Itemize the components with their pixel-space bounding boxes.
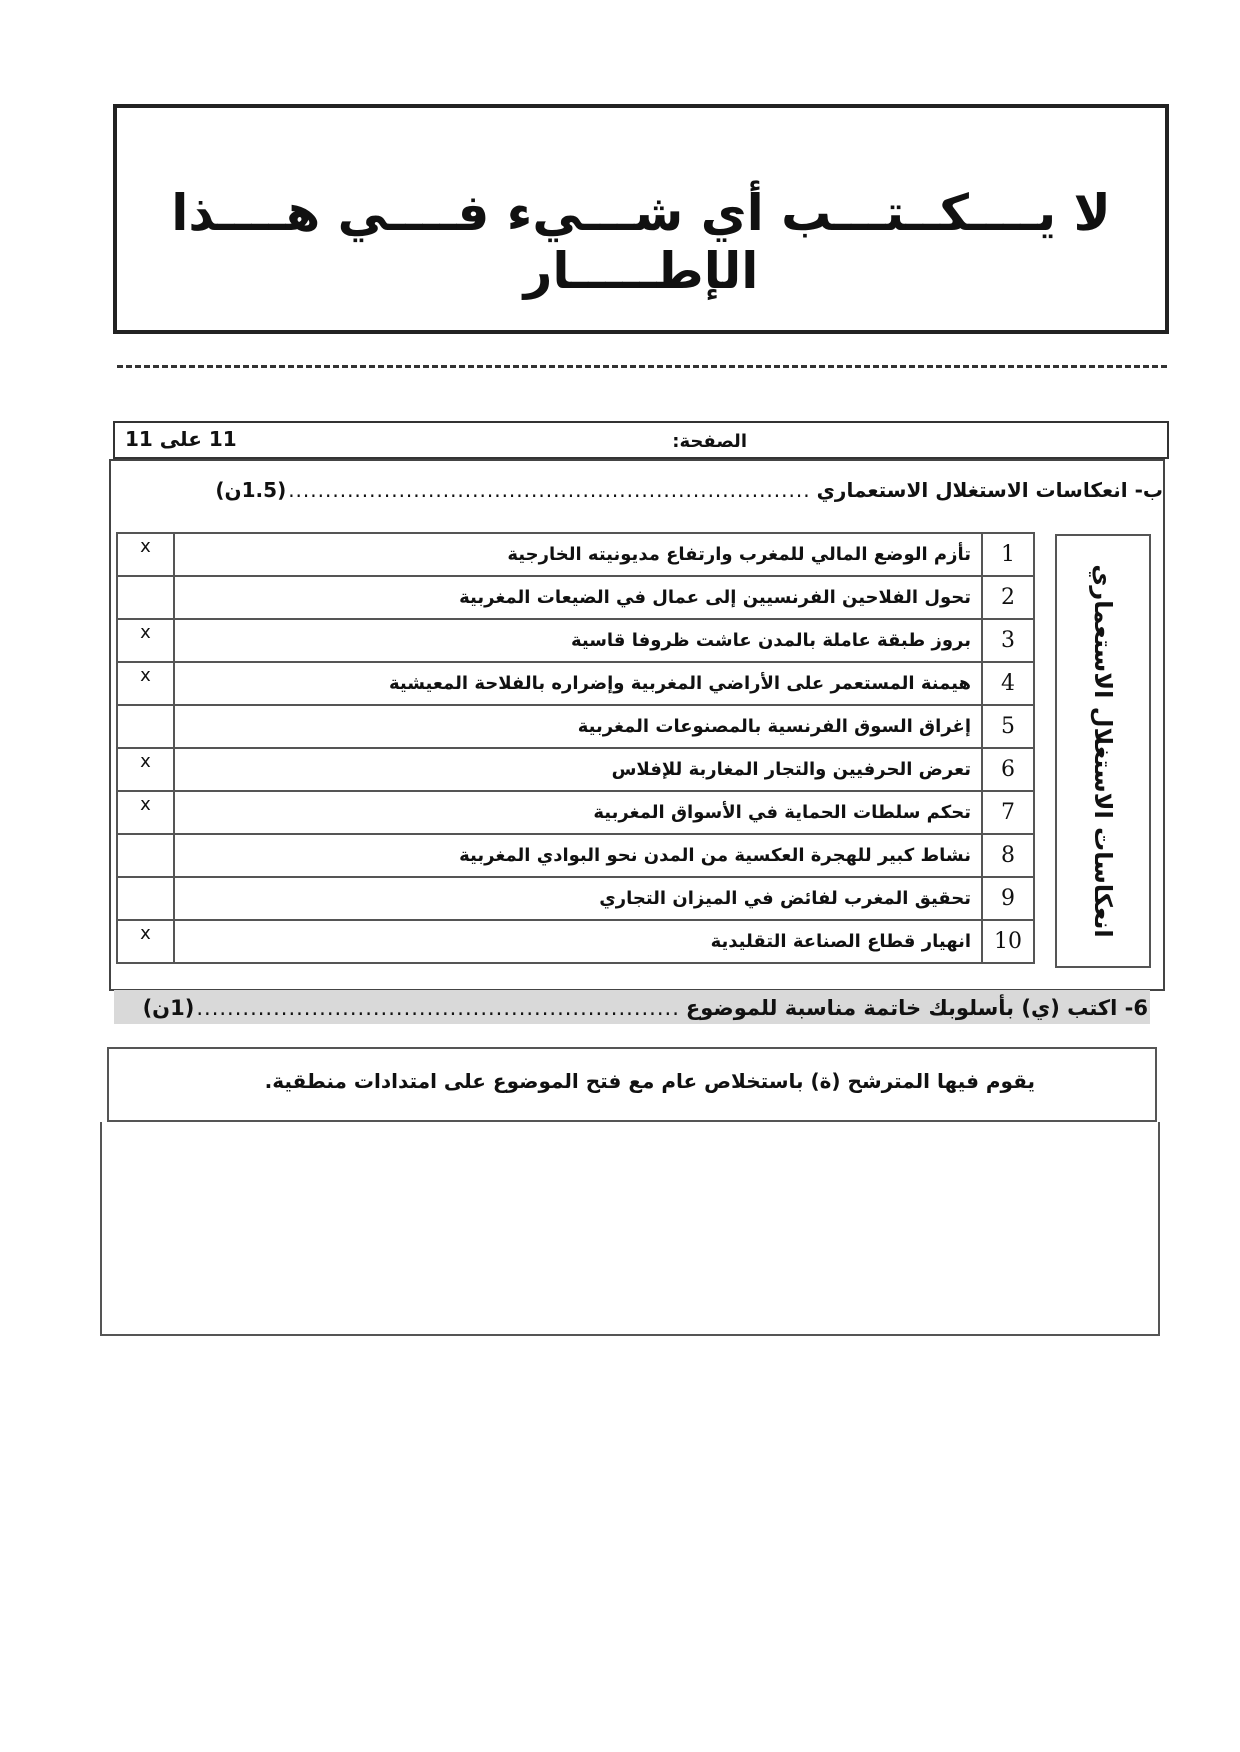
row-text: نشاط كبير للهجرة العكسية من المدن نحو البوادي المغربية — [174, 834, 982, 877]
table-row — [117, 619, 1034, 662]
row-number: 10 — [982, 920, 1034, 963]
row-number: 9 — [982, 877, 1034, 920]
table-row — [117, 748, 1034, 791]
question-b-title: ب- انعكاسات الاستغلال الاستعماري — [816, 478, 1163, 502]
no-write-frame — [113, 104, 1169, 334]
row-number: 1 — [982, 533, 1034, 576]
row-text: إغراق السوق الفرنسية بالمصنوعات المغربية — [174, 705, 982, 748]
page-label: الصفحة: — [672, 431, 747, 452]
row-mark: x — [117, 920, 174, 963]
cut-line — [117, 365, 1167, 368]
side-label: انعكاسات الاستغلال الاستعماري — [1089, 564, 1117, 938]
row-text: تحول الفلاحين الفرنسيين إلى عمال في الضيعات المغربية — [174, 576, 982, 619]
row-mark: x — [117, 748, 174, 791]
row-number: 5 — [982, 705, 1034, 748]
no-write-notice: لا يــــكــتـــب أي شـــيء فــــي هــــذا الإطـــــار — [171, 184, 1111, 300]
side-label-box — [1055, 534, 1151, 968]
answer-dots: ............................................................... — [196, 996, 680, 1020]
row-mark: x — [117, 533, 174, 576]
table-row — [117, 705, 1034, 748]
row-mark — [117, 576, 174, 619]
row-text: بروز طبقة عاملة بالمدن عاشت ظروفا قاسية — [174, 619, 982, 662]
row-number: 4 — [982, 662, 1034, 705]
row-number: 3 — [982, 619, 1034, 662]
table-row — [117, 877, 1034, 920]
page-number: 11 على 11 — [125, 427, 237, 451]
answer-box — [107, 1047, 1157, 1122]
row-number: 7 — [982, 791, 1034, 834]
row-number: 6 — [982, 748, 1034, 791]
table-row — [117, 920, 1034, 963]
table-row — [117, 791, 1034, 834]
row-mark — [117, 834, 174, 877]
table-row — [117, 834, 1034, 877]
row-text: تحكم سلطات الحماية في الأسواق المغربية — [174, 791, 982, 834]
question-b-points: (1.5ن) — [215, 478, 287, 502]
row-text: تأزم الوضع المالي للمغرب وارتفاع مديونيته الخارجية — [174, 533, 982, 576]
row-number: 2 — [982, 576, 1034, 619]
answer-text: يقوم فيها المترشح (ة) باستخلاص عام مع فتح الموضوع على امتدادات منطقية. — [264, 1069, 1035, 1093]
row-mark: x — [117, 662, 174, 705]
row-text: تحقيق المغرب لفائض في الميزان التجاري — [174, 877, 982, 920]
row-number: 8 — [982, 834, 1034, 877]
row-mark: x — [117, 791, 174, 834]
row-mark: x — [117, 619, 174, 662]
page-header — [113, 421, 1169, 459]
question-b — [117, 478, 1163, 512]
question-6-points: (1ن) — [142, 996, 195, 1020]
table-row — [117, 576, 1034, 619]
row-text: انهيار قطاع الصناعة التقليدية — [174, 920, 982, 963]
row-mark — [117, 877, 174, 920]
effects-table — [116, 532, 1035, 964]
table-row — [117, 533, 1034, 576]
answer-dots: ....................................................................... — [288, 478, 811, 502]
question-6-title: 6- اكتب (ي) بأسلوبك خاتمة مناسبة للموضوع — [685, 996, 1148, 1020]
row-text: تعرض الحرفيين والتجار المغاربة للإفلاس — [174, 748, 982, 791]
table-row — [117, 662, 1034, 705]
row-mark — [117, 705, 174, 748]
question-6 — [116, 996, 1148, 1020]
writing-area[interactable] — [100, 1122, 1160, 1336]
row-text: هيمنة المستعمر على الأراضي المغربية وإضراره بالفلاحة المعيشية — [174, 662, 982, 705]
